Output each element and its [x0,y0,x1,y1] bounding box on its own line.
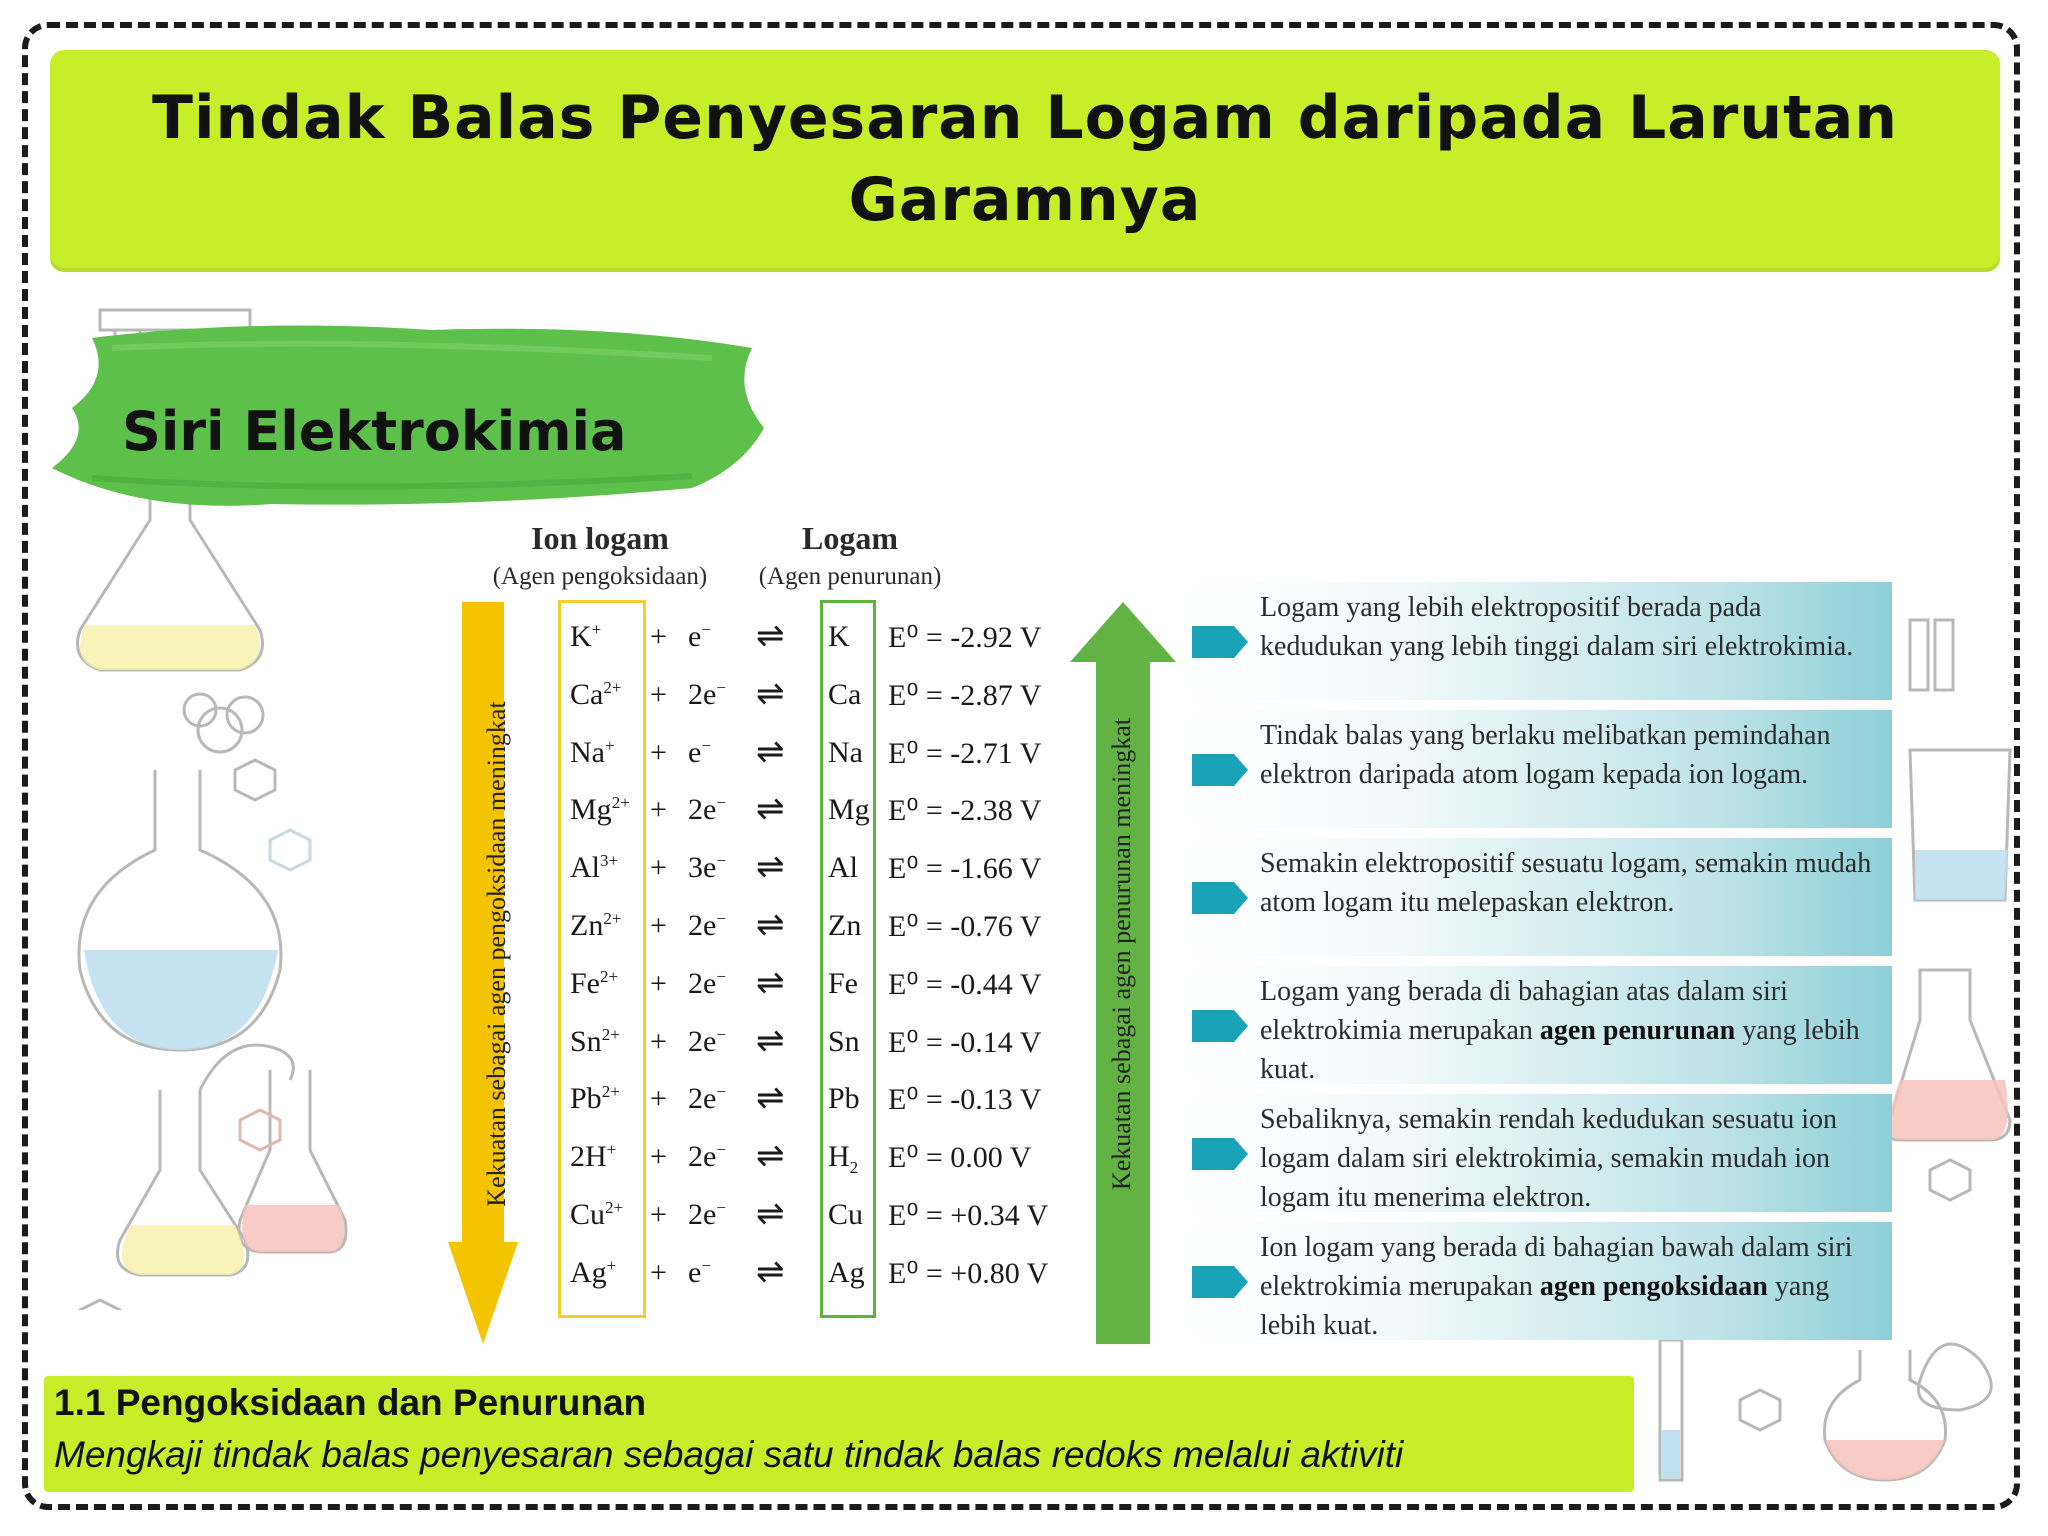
ion-symbol: $Zn^{2+}$ [570,909,622,942]
equilibrium-icon: ⇌ [756,1196,785,1233]
metal-header-label: Logam [802,520,898,556]
electron-term: 2e− [688,1024,726,1058]
series-row [566,959,1086,1017]
reducing-strength-label: Kekuatan sebagai agen penurunan meningkat [1107,717,1136,1191]
series-row [566,901,1086,959]
electrode-potential: E⁰ = -0.76 V [888,910,1042,943]
pentagon-marker-icon [1192,1138,1248,1170]
lab-glassware-right-icon [1880,600,2020,1420]
title-banner [50,50,2000,268]
ion-header-label: Ion logam [531,520,669,556]
equilibrium-icon: ⇌ [756,791,785,829]
equilibrium-icon: ⇌ [756,1138,785,1176]
electrode-potential: E⁰ = -2.87 V [888,678,1042,712]
info-box [1178,1094,1892,1212]
series-row [566,728,1086,786]
series-row [566,1017,1086,1075]
footer-topic: 1.1 Pengoksidaan dan Penurunan [54,1382,647,1423]
ion-symbol: $Fe^{2+}$ [570,966,619,1000]
pentagon-marker-icon [1192,882,1248,914]
electron-term: 2e− [688,677,726,711]
plus-sign: + [650,1198,667,1231]
plus-sign: + [650,1140,667,1174]
metal-symbol: Na [828,735,863,769]
info-box [1178,1222,1892,1340]
plus-sign: + [650,735,667,769]
equilibrium-icon: ⇌ [756,907,785,944]
electrode-potential: E⁰ = -2.38 V [888,794,1042,828]
series-row [566,1248,1086,1306]
electrode-potential: E⁰ = +0.34 V [888,1199,1049,1232]
ion-symbol: $Pb^{2+}$ [570,1082,620,1116]
series-row [566,785,1086,843]
ion-symbol: $Cu^{2+}$ [570,1198,624,1231]
lab-burner-flask-icon [1640,1330,2000,1500]
plus-sign: + [650,793,667,827]
series-row [566,843,1086,901]
ion-symbol: Na+ [570,735,615,769]
equilibrium-icon: ⇌ [756,733,785,771]
electrode-potential: E⁰ = -1.66 V [888,852,1042,886]
info-box [1178,966,1892,1084]
electrode-potential: E⁰ = -0.13 V [888,1083,1042,1117]
metal-symbol: K [828,620,850,653]
info-text: Sebaliknya, semakin rendah kedudukan sesuatu ion logam dalam siri elektrokimia, semakin mudah ion logam itu menerima elektron. [1260,1104,1837,1213]
plus-sign: + [650,851,667,885]
electron-term: 2e− [688,1140,726,1174]
metal-header [732,520,968,591]
series-row [566,1190,1086,1248]
plus-sign: + [650,1024,667,1058]
equilibrium-icon: ⇌ [756,1253,785,1291]
electrode-potential: E⁰ = -2.92 V [888,621,1042,654]
metal-symbol: Sn [828,1024,860,1058]
ion-symbol: $Mg^{2+}$ [570,793,630,827]
electron-term: 2e− [688,793,726,827]
plus-sign: + [650,620,667,653]
plus-sign: + [650,1082,667,1116]
metal-header-sub: (Agen penurunan) [758,563,942,590]
metal-symbol: Ca [828,677,862,711]
metal-symbol: Pb [828,1082,860,1116]
metal-symbol: Fe [828,966,858,1000]
equilibrium-icon: ⇌ [756,849,785,887]
ion-symbol: 2H+ [570,1140,617,1174]
pentagon-marker-icon [1192,754,1248,786]
ion-header [472,520,728,591]
section-title: Siri Elektrokimia [122,400,627,463]
ion-symbol: Ag+ [570,1255,617,1289]
electron-term: 3e− [688,851,726,885]
plus-sign: + [650,677,667,711]
plus-sign: + [650,1255,667,1289]
title-line-2: Garamnya [848,165,1202,235]
info-text: Semakin elektropositif sesuatu logam, semakin mudah atom logam itu melepaskan elektron. [1260,848,1872,918]
series-row [566,1074,1086,1132]
plus-sign: + [650,966,667,1000]
electron-term: e− [688,735,711,769]
electrode-potential: E⁰ = 0.00 V [888,1141,1032,1175]
ion-symbol: $Al^{3+}$ [570,851,619,885]
info-text: Logam yang berada di bahagian atas dalam siri elektrokimia merupakan agen penurunan yang lebih kuat. [1260,976,1860,1085]
title-line-1: Tindak Balas Penyesaran Logam daripada Larutan [152,83,1898,153]
oxidising-strength-label: Kekuatan sebagai agen pengoksidaan meningkat [482,701,511,1207]
equilibrium-icon: ⇌ [756,1080,785,1118]
plus-sign: + [650,909,667,942]
electrode-potential: E⁰ = -0.14 V [888,1025,1042,1059]
electron-term: 2e− [688,1198,726,1231]
electron-term: 2e− [688,909,726,942]
ion-symbol: $Sn^{2+}$ [570,1024,620,1058]
electrode-potential: E⁰ = -2.71 V [888,736,1042,770]
pentagon-marker-icon [1192,626,1248,658]
metal-symbol: Zn [828,909,862,942]
electron-term: e− [688,1255,711,1289]
pentagon-marker-icon [1192,1266,1248,1298]
electrode-potential: E⁰ = +0.80 V [888,1256,1049,1290]
equilibrium-icon: ⇌ [756,618,785,655]
footer-banner [44,1376,1634,1492]
metal-symbol: Cu [828,1198,864,1231]
equilibrium-icon: ⇌ [756,1022,785,1060]
ion-header-sub: (Agen pengoksidaan) [492,563,708,590]
info-box [1178,710,1892,828]
info-box [1178,582,1892,700]
electrode-potential: E⁰ = -0.44 V [888,967,1042,1001]
info-text: Logam yang lebih elektropositif berada pada kedudukan yang lebih tinggi dalam siri elektrokimia. [1260,592,1854,662]
metal-symbol: Al [828,851,858,885]
electron-term: e− [688,620,711,653]
equilibrium-icon: ⇌ [756,964,785,1002]
ion-symbol: $Ca^{2+}$ [570,677,622,711]
equilibrium-icon: ⇌ [756,675,785,713]
info-text: Tindak balas yang berlaku melibatkan pemindahan elektron daripada atom logam kepada ion logam. [1260,720,1831,790]
electron-term: 2e− [688,1082,726,1116]
footer-objective: Mengkaji tindak balas penyesaran sebagai satu tindak balas redoks melalui aktiviti [54,1434,1404,1475]
series-row [566,670,1086,728]
electron-term: 2e− [688,966,726,1000]
series-row [566,612,1086,670]
pentagon-marker-icon [1192,1010,1248,1042]
metal-symbol: Mg [828,793,870,827]
metal-symbol: Ag [828,1255,865,1289]
series-row [566,1132,1086,1190]
info-box [1178,838,1892,956]
info-text: Ion logam yang berada di bahagian bawah dalam siri elektrokimia merupakan agen pengoksidaan yang lebih kuat. [1260,1232,1853,1341]
ion-symbol: K+ [570,620,602,653]
metal-symbol: $H_2$ [828,1140,859,1178]
